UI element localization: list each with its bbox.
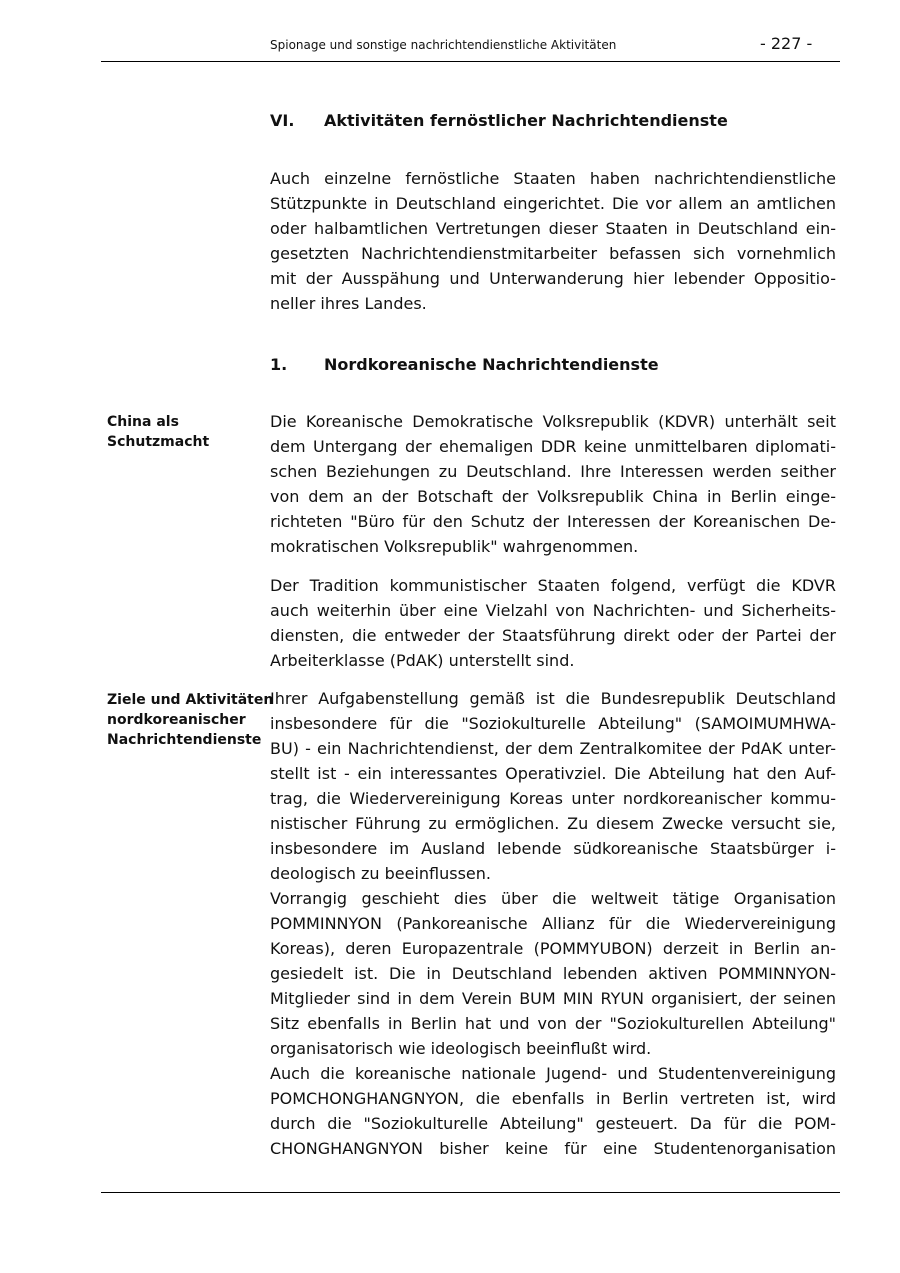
text-line: dem Untergang der ehemaligen DDR keine unmittelbaren diplomati- — [270, 437, 836, 456]
text-line: neller ihres Landes. — [270, 294, 427, 313]
margin-note-line: Ziele und Aktivitäten — [107, 692, 274, 708]
subsection-title: Nordkoreanische Nachrichtendienste — [324, 355, 659, 374]
text-line: CHONGHANGNYON bisher keine für eine Studentenorganisation — [270, 1139, 836, 1158]
text-line: Sitz ebenfalls in Berlin hat und von der "Soziokulturellen Abteilung" — [270, 1014, 836, 1033]
text-line: Ihrer Aufgabenstellung gemäß ist die Bundesrepublik Deutschland — [270, 689, 836, 708]
margin-note-ziele — [107, 690, 274, 750]
text-line: von dem an der Botschaft der Volksrepublik China in Berlin einge- — [270, 487, 836, 506]
text-line: POMCHONGHANGNYON, die ebenfalls in Berlin vertreten ist, wird — [270, 1089, 836, 1108]
running-head: Spionage und sonstige nachrichtendienstliche Aktivitäten — [270, 38, 617, 52]
footer-rule — [101, 1192, 840, 1193]
text-line: Auch einzelne fernöstliche Staaten haben nachrichtendienstliche — [270, 169, 836, 188]
text-line: insbesondere für die "Soziokulturelle Abteilung" (SAMOIMUMHWA- — [270, 714, 836, 733]
text-line: deologisch zu beeinflussen. — [270, 864, 491, 883]
text-line: mokratischen Volksrepublik" wahrgenommen. — [270, 537, 639, 556]
text-line: gesiedelt ist. Die in Deutschland lebenden aktiven POMMINNYON- — [270, 964, 836, 983]
paragraph-kdvr — [270, 409, 836, 559]
text-line: oder halbamtlichen Vertretungen dieser Staaten in Deutschland ein- — [270, 219, 836, 238]
text-line: Arbeiterklasse (PdAK) unterstellt sind. — [270, 651, 575, 670]
margin-note-line: China als — [107, 414, 179, 430]
text-line: Der Tradition kommunistischer Staaten folgend, verfügt die KDVR — [270, 576, 836, 595]
text-line: gesetzten Nachrichtendienstmitarbeiter befassen sich vornehmlich — [270, 244, 836, 263]
header-rule — [101, 61, 840, 62]
text-line: POMMINNYON (Pankoreanische Allianz für die Wiedervereinigung — [270, 914, 836, 933]
margin-note-line: Nachrichtendienste — [107, 732, 262, 748]
section-number: VI. — [270, 111, 295, 130]
page-number: - 227 - — [760, 34, 813, 53]
text-line: nistischer Führung zu ermöglichen. Zu diesem Zwecke versucht sie, — [270, 814, 836, 833]
text-line: insbesondere im Ausland lebende südkoreanische Staatsbürger i- — [270, 839, 836, 858]
text-line: organisatorisch wie ideologisch beeinflußt wird. — [270, 1039, 652, 1058]
subsection-number: 1. — [270, 355, 288, 374]
text-line: Vorrangig geschieht dies über die weltweit tätige Organisation — [270, 889, 836, 908]
text-line: Auch die koreanische nationale Jugend- und Studentenvereinigung — [270, 1064, 836, 1083]
text-line: Koreas), deren Europazentrale (POMMYUBON) derzeit in Berlin an- — [270, 939, 836, 958]
paragraph-aufgaben — [270, 686, 836, 1161]
text-line: auch weiterhin über eine Vielzahl von Nachrichten- und Sicherheits- — [270, 601, 836, 620]
text-line: durch die "Soziokulturelle Abteilung" gesteuert. Da für die POM- — [270, 1114, 836, 1133]
paragraph-tradition — [270, 573, 836, 673]
text-line: BU) - ein Nachrichtendienst, der dem Zentralkomitee der PdAK unter- — [270, 739, 836, 758]
text-line: Mitglieder sind in dem Verein BUM MIN RYUN organisiert, der seinen — [270, 989, 836, 1008]
section-title: Aktivitäten fernöstlicher Nachrichtendienste — [324, 111, 728, 130]
intro-paragraph — [270, 166, 836, 316]
margin-note-line: nordkoreanischer — [107, 712, 246, 728]
text-line: trag, die Wiedervereinigung Koreas unter nordkoreanischer kommu- — [270, 789, 836, 808]
text-line: stellt ist - ein interessantes Operativziel. Die Abteilung hat den Auf- — [270, 764, 836, 783]
text-line: Stützpunkte in Deutschland eingerichtet. Die vor allem an amtlichen — [270, 194, 836, 213]
text-line: schen Beziehungen zu Deutschland. Ihre Interessen werden seither — [270, 462, 836, 481]
text-line: richteten "Büro für den Schutz der Interessen der Koreanischen De- — [270, 512, 836, 531]
margin-note-line: Schutzmacht — [107, 434, 210, 450]
margin-note-china — [107, 412, 267, 452]
text-line: Die Koreanische Demokratische Volksrepublik (KDVR) unterhält seit — [270, 412, 836, 431]
text-line: diensten, die entweder der Staatsführung direkt oder der Partei der — [270, 626, 836, 645]
text-line: mit der Ausspähung und Unterwanderung hier lebender Oppositio- — [270, 269, 836, 288]
